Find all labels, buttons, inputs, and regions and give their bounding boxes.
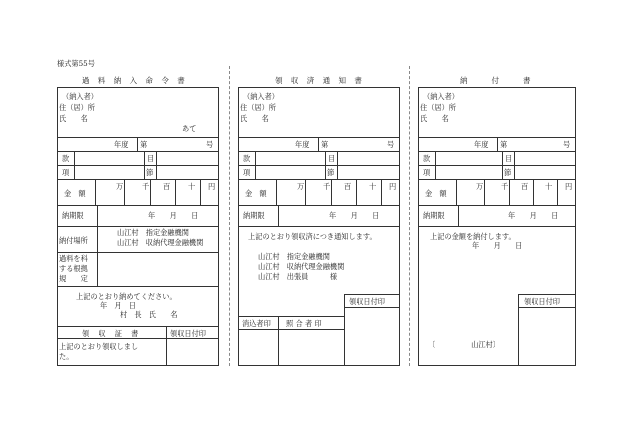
digit-hyaku: 百 (344, 182, 352, 191)
moku-label: 目 (147, 154, 155, 163)
address-label: 住（居）所 (59, 103, 95, 112)
deadline-date: 年 月 日 (508, 211, 559, 220)
digit-man: 万 (297, 182, 305, 191)
receipt-notice-text: 上記のとおり領収済につき通知します。 (248, 232, 377, 241)
digit-man: 万 (476, 182, 484, 191)
pay-notice: 上記のとおり納めてください。 (76, 292, 177, 301)
form-title: 納 付 書 (460, 76, 534, 85)
check-seal-label: 照 合 者 印 (286, 319, 322, 328)
kan-label: 款 (243, 154, 251, 163)
payer-label: （納入者） (62, 92, 98, 101)
fiscal-year-label: 年度 (295, 140, 310, 149)
payment-place-label: 納付場所 (59, 236, 88, 245)
receipt-title: 領 収 証 書 (82, 329, 140, 338)
payment-notice-text: 上記の金額を納付します。 (430, 232, 516, 241)
digit-sen: 千 (323, 182, 331, 191)
setsu-label: 節 (327, 168, 335, 177)
deadline-date: 年 月 日 (148, 211, 199, 220)
receipt-stamp-label: 領収日付印 (170, 329, 206, 338)
number-prefix: 第 (140, 140, 148, 149)
digit-juu: 十 (545, 182, 553, 191)
mayor-name: 村 長 氏 名 (120, 310, 178, 319)
fiscal-year-label: 年度 (474, 140, 489, 149)
village-bracket: 〔 山江村〕 (428, 340, 500, 349)
payer-label: （納入者） (423, 92, 459, 101)
setsu-label: 節 (504, 168, 512, 177)
number-suffix: 号 (563, 140, 571, 149)
digit-en: 円 (208, 182, 216, 191)
address-label: 住（居）所 (420, 103, 456, 112)
deadline-label: 納期限 (423, 211, 445, 220)
name-label: 氏 名 (420, 114, 449, 123)
amount-label: 金 額 (245, 189, 267, 198)
deadline-date: 年 月 日 (329, 211, 380, 220)
digit-hyaku: 百 (521, 182, 529, 191)
number-suffix: 号 (206, 140, 214, 149)
payment-place-2: 山江村 収納代理金融機関 (117, 238, 204, 247)
institution-3: 山江村 出張員 様 (258, 272, 338, 281)
kan-label: 款 (423, 154, 431, 163)
name-label: 氏 名 (59, 114, 88, 123)
institution-2: 山江村 収納代理金融機関 (258, 262, 345, 271)
receipt-text-2: た。 (59, 352, 74, 361)
digit-hyaku: 百 (163, 182, 171, 191)
amount-label: 金 額 (64, 189, 86, 198)
number-suffix: 号 (387, 140, 395, 149)
address-label: 住（居）所 (240, 103, 276, 112)
kou-label: 項 (423, 168, 431, 177)
moku-label: 目 (328, 154, 336, 163)
number-prefix: 第 (321, 140, 329, 149)
receipt-text-1: 上記のとおり領収しまし (59, 342, 139, 351)
digit-man: 万 (116, 182, 124, 191)
moku-label: 目 (505, 154, 513, 163)
notice-date: 年 月 日 (100, 301, 136, 310)
basis-label-1: 過料を科 (59, 254, 88, 263)
kou-label: 項 (62, 168, 70, 177)
basis-label-3: 規 定 (59, 274, 88, 283)
name-label: 氏 名 (240, 114, 269, 123)
kou-label: 項 (243, 168, 251, 177)
digit-sen: 千 (501, 182, 509, 191)
payment-date: 年 月 日 (472, 241, 523, 250)
receipt-stamp-label: 領収日付印 (349, 297, 385, 306)
receipt-stamp-label: 領収日付印 (524, 297, 560, 306)
digit-juu: 十 (369, 182, 377, 191)
number-prefix: 第 (500, 140, 508, 149)
digit-en: 円 (389, 182, 397, 191)
form-title: 過 料 納 入 命 令 書 (82, 76, 188, 85)
institution-1: 山江村 指定金融機関 (258, 252, 330, 261)
form-title: 領 収 済 通 知 書 (275, 76, 365, 85)
payment-place-1: 山江村 指定金融機関 (117, 228, 189, 237)
ate-label: あて (182, 124, 197, 133)
deadline-label: 納期限 (243, 211, 265, 220)
digit-sen: 千 (142, 182, 150, 191)
digit-en: 円 (565, 182, 573, 191)
basis-label-2: する根拠 (59, 264, 88, 273)
cut-line (229, 66, 230, 366)
cut-line (409, 66, 410, 366)
cancel-seal-label: 消込者印 (242, 319, 271, 328)
kan-label: 款 (62, 154, 70, 163)
payer-label: （納入者） (243, 92, 279, 101)
fiscal-year-label: 年度 (114, 140, 129, 149)
style-number: 様式第55号 (57, 59, 95, 68)
amount-label: 金 額 (425, 189, 447, 198)
setsu-label: 節 (146, 168, 154, 177)
deadline-label: 納期限 (62, 211, 84, 220)
digit-juu: 十 (188, 182, 196, 191)
